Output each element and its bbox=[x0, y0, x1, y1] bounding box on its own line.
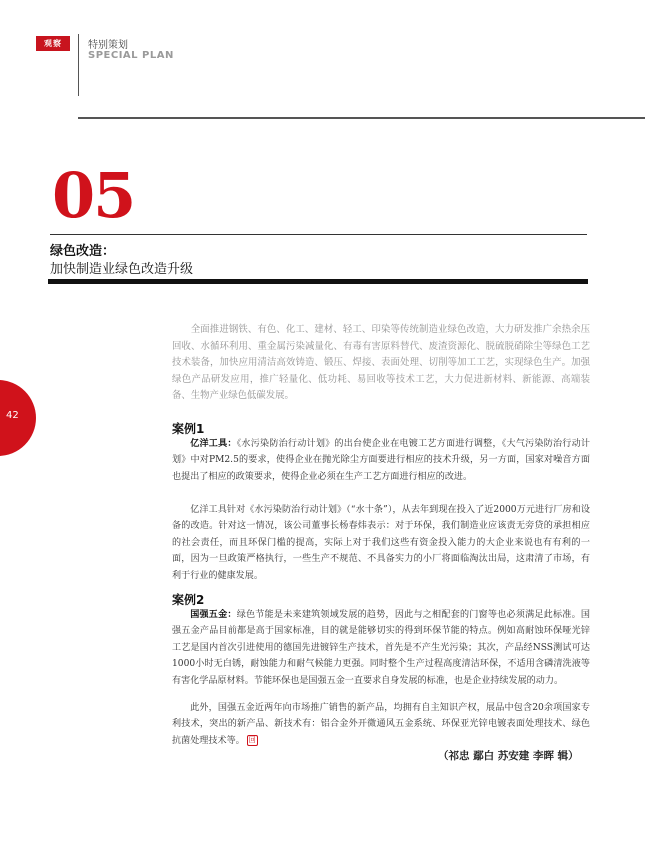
end-mark-icon: 回 bbox=[248, 735, 256, 744]
case-text: 亿洋工具针对《水污染防治行动计划》（“水十条”），从去年到现在投入了近2000万元进行厂房和设备的改造。针对这一情况，该公司董事长杨春炜表示：对于环保，我们制造业应该责无旁贷的承担相应的社会责任，而且环保门槛的提高，实际上对于我们这些有资金投入能力的大企业来说也有有利的一面，因为一旦政策严格执行，一些生产不规范、不具备实力的小厂将面临淘汰出局，这肃清了市场，有利于行业的健康发展。 bbox=[172, 505, 590, 581]
case-text: 此外，国强五金近两年向市场推广销售的新产品，均拥有自主知识产权，展品中包含20余项国家专利技术，突出的新产品、新技术有：铝合金外开微通风五金系统、环保亚光锌电镀表面处理技术、绿色抗菌处理技术等。 bbox=[172, 703, 590, 746]
case-text: 《水污染防治行动计划》的出台使企业在电镀工艺方面进行调整，《大气污染防治行动计划》中对PM2.5的要求，使得企业在抛光除尘方面要进行相应的技术升级，另一方面，国家对噪音方面也提出了相应的政策要求，使得企业必须在生产工艺方面进行相应的改进。 bbox=[172, 439, 590, 482]
case-lead: 亿洋工具： bbox=[190, 439, 237, 449]
case-paragraph bbox=[172, 700, 590, 749]
editors-credit: （祁忠 鄢白 苏安建 李晖 辑） bbox=[438, 750, 579, 762]
section-title-cn: 特别策划 bbox=[88, 40, 128, 51]
case-text: 绿色节能是未来建筑领域发展的趋势，因此与之相配套的门窗等也必须满足此标准。国强五金产品目前都是高于国家标准，目的就是能够切实的得到环保节能的特点。例如高耐蚀环保哑光锌工艺是国内首次引进使用的德国先进镀锌生产技术，首先是不产生光污染；其次，产品经NSS测试可达1000小时无白锈，耐蚀能力和耐气候能力更强。同时整个生产过程高度清洁环保，不适用含磷清洗液等有害化学品原材料。节能环保也是国强五金一直要求自身发展的标准，也是企业持续发展的动力。 bbox=[172, 610, 590, 686]
chapter-thick-rule bbox=[48, 279, 588, 284]
page-number: 42 bbox=[6, 410, 19, 421]
chapter-number: 05 bbox=[52, 159, 135, 232]
case-heading: 案例1 bbox=[172, 422, 205, 436]
case-paragraph bbox=[172, 436, 590, 485]
header-divider bbox=[78, 34, 79, 96]
chapter-rule bbox=[50, 234, 587, 235]
chapter-subtitle: 加快制造业绿色改造升级 bbox=[50, 262, 194, 277]
section-badge-underline bbox=[36, 50, 70, 51]
section-title-en: SPECIAL PLAN bbox=[88, 50, 174, 61]
case-lead: 国强五金： bbox=[190, 610, 237, 620]
case-heading: 案例2 bbox=[172, 593, 205, 607]
intro-paragraph: 全面推进钢铁、有色、化工、建材、轻工、印染等传统制造业绿色改造，大力研发推广余热余压回收、水循环利用、重金属污染减量化、有毒有害原料替代、废渣资源化、脱硫脱硝除尘等绿色工艺技术装备，加快应用清洁高效铸造、锻压、焊接、表面处理、切削等加工工艺，实现绿色生产。加强绿色产品研发应用，推广轻量化、低功耗、易回收等技术工艺，大力促进新材料、新能源、高端装备、生物产业绿色低碳发展。 bbox=[172, 324, 590, 402]
chapter-title: 绿色改造： bbox=[50, 244, 116, 259]
header-rule bbox=[78, 117, 645, 119]
case-paragraph bbox=[172, 502, 590, 584]
section-badge: 观察 bbox=[36, 36, 70, 50]
case-paragraph bbox=[172, 607, 590, 689]
